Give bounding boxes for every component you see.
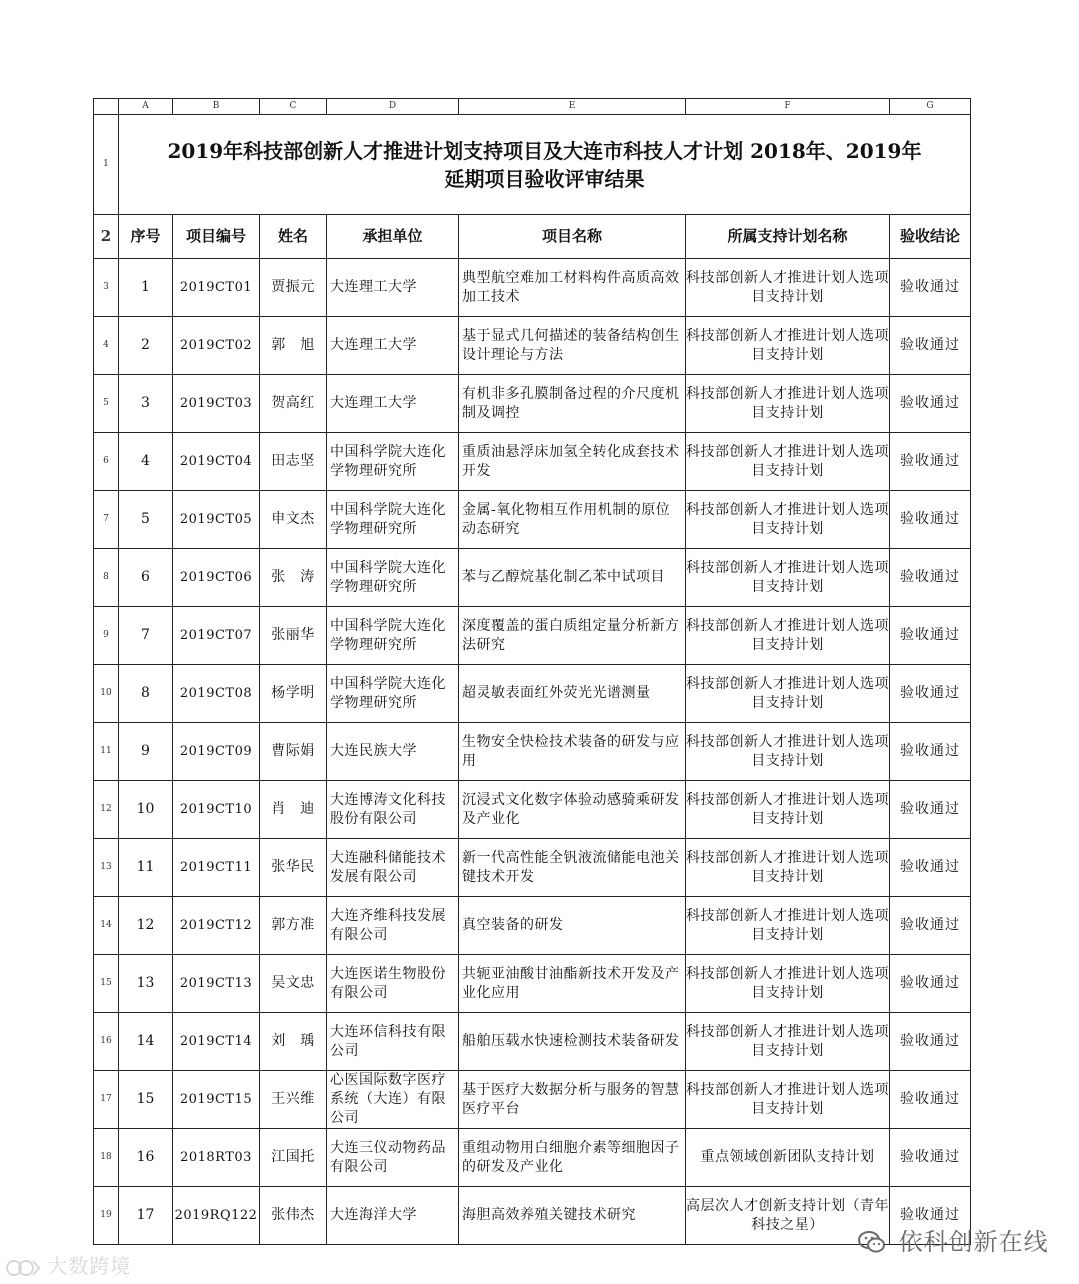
cell-no: 5 [119,491,173,549]
cell-plan: 科技部创新人才推进计划人选项目支持计划 [686,375,890,433]
watermark-left [6,1250,131,1279]
cell-unit: 大连三仪动物药品有限公司 [327,1129,459,1187]
column-letter: C [260,99,327,115]
cell-result: 验收通过 [890,317,971,375]
row-number: 13 [94,839,119,897]
header-project: 项目名称 [459,215,686,259]
logo-icon [6,1257,40,1279]
cell-no: 16 [119,1129,173,1187]
table-row [94,1187,971,1245]
cell-result: 验收通过 [890,375,971,433]
table-row [94,375,971,433]
table-row [94,491,971,549]
table-row [94,317,971,375]
cell-code: 2019CT11 [173,839,260,897]
cell-result: 验收通过 [890,665,971,723]
column-letter: D [327,99,459,115]
cell-result: 验收通过 [890,491,971,549]
row-number: 18 [94,1129,119,1187]
cell-name: 刘 瑀 [260,1013,327,1071]
cell-project: 生物安全快检技术装备的研发与应用 [459,723,686,781]
header-result: 验收结论 [890,215,971,259]
cell-no: 1 [119,259,173,317]
cell-project: 有机非多孔膜制备过程的介尺度机制及调控 [459,375,686,433]
cell-plan: 科技部创新人才推进计划人选项目支持计划 [686,549,890,607]
cell-project: 重质油悬浮床加氢全转化成套技术开发 [459,433,686,491]
row-number: 17 [94,1071,119,1129]
cell-name: 吴文忠 [260,955,327,1013]
cell-code: 2019CT14 [173,1013,260,1071]
title-line-1: 2019年科技部创新人才推进计划支持项目及大连市科技人才计划 2018年、2019年 [167,138,922,163]
table-row [94,549,971,607]
cell-code: 2019CT10 [173,781,260,839]
cell-result: 验收通过 [890,839,971,897]
cell-unit: 大连理工大学 [327,259,459,317]
cell-no: 17 [119,1187,173,1245]
cell-unit: 中国科学院大连化学物理研究所 [327,549,459,607]
cell-name: 贺高红 [260,375,327,433]
cell-code: 2019CT01 [173,259,260,317]
title-line-2: 延期项目验收评审结果 [444,166,645,191]
column-letter: E [459,99,686,115]
cell-name: 江国托 [260,1129,327,1187]
cell-name: 张华民 [260,839,327,897]
table-row [94,955,971,1013]
wechat-icon [858,1230,886,1254]
cell-project: 船舶压载水快速检测技术装备研发 [459,1013,686,1071]
header-plan: 所属支持计划名称 [686,215,890,259]
cell-code: 2019RQ122 [173,1187,260,1245]
cell-unit: 大连融科储能技术发展有限公司 [327,839,459,897]
cell-project: 基于显式几何描述的装备结构创生设计理论与方法 [459,317,686,375]
row-number: 16 [94,1013,119,1071]
table-row [94,1071,971,1129]
cell-project: 超灵敏表面红外荧光光谱测量 [459,665,686,723]
row-number: 7 [94,491,119,549]
row-number: 9 [94,607,119,665]
cell-result: 验收通过 [890,723,971,781]
table-row [94,433,971,491]
table-row [94,665,971,723]
cell-no: 10 [119,781,173,839]
cell-project: 深度覆盖的蛋白质组定量分析新方法研究 [459,607,686,665]
cell-unit: 中国科学院大连化学物理研究所 [327,607,459,665]
cell-name: 张 涛 [260,549,327,607]
cell-result: 验收通过 [890,1071,971,1129]
cell-result: 验收通过 [890,549,971,607]
cell-code: 2019CT04 [173,433,260,491]
cell-plan: 科技部创新人才推进计划人选项目支持计划 [686,781,890,839]
row-number: 1 [94,115,119,215]
cell-name: 田志坚 [260,433,327,491]
cell-name: 郭方准 [260,897,327,955]
cell-project: 真空装备的研发 [459,897,686,955]
page-title [119,115,971,215]
row-number: 10 [94,665,119,723]
table-row [94,259,971,317]
cell-no: 15 [119,1071,173,1129]
cell-unit: 大连齐维科技发展有限公司 [327,897,459,955]
row-number: 19 [94,1187,119,1245]
cell-project: 海胆高效养殖关键技术研究 [459,1187,686,1245]
cell-plan: 科技部创新人才推进计划人选项目支持计划 [686,433,890,491]
cell-code: 2019CT15 [173,1071,260,1129]
cell-name: 张丽华 [260,607,327,665]
cell-name: 杨学明 [260,665,327,723]
column-letter: G [890,99,971,115]
row-number: 11 [94,723,119,781]
table-row [94,897,971,955]
cell-project: 典型航空难加工材料构件高质高效加工技术 [459,259,686,317]
cell-plan: 科技部创新人才推进计划人选项目支持计划 [686,259,890,317]
cell-unit: 大连博涛文化科技股份有限公司 [327,781,459,839]
column-letter: B [173,99,260,115]
corner-cell [94,99,119,115]
cell-project: 新一代高性能全钒液流储能电池关键技术开发 [459,839,686,897]
watermark-left-text: 大数跨境 [47,1254,132,1278]
cell-result: 验收通过 [890,607,971,665]
cell-result: 验收通过 [890,1013,971,1071]
row-number: 6 [94,433,119,491]
cell-plan: 重点领域创新团队支持计划 [686,1129,890,1187]
cell-unit: 大连理工大学 [327,375,459,433]
table-row [94,607,971,665]
cell-result: 验收通过 [890,1187,971,1245]
cell-code: 2019CT12 [173,897,260,955]
results-sheet [93,98,971,1245]
cell-project: 共轭亚油酸甘油酯新技术开发及产业化应用 [459,955,686,1013]
cell-plan: 科技部创新人才推进计划人选项目支持计划 [686,1013,890,1071]
cell-name: 申文杰 [260,491,327,549]
table-row [94,1013,971,1071]
title-row [94,115,971,215]
cell-name: 肖 迪 [260,781,327,839]
cell-plan: 科技部创新人才推进计划人选项目支持计划 [686,723,890,781]
cell-no: 12 [119,897,173,955]
cell-name: 曹际娟 [260,723,327,781]
cell-no: 2 [119,317,173,375]
row-number: 4 [94,317,119,375]
table-row [94,1129,971,1187]
column-letter: F [686,99,890,115]
cell-no: 14 [119,1013,173,1071]
cell-code: 2019CT05 [173,491,260,549]
cell-result: 验收通过 [890,259,971,317]
header-code: 项目编号 [173,215,260,259]
cell-no: 9 [119,723,173,781]
cell-plan: 科技部创新人才推进计划人选项目支持计划 [686,897,890,955]
row-number: 15 [94,955,119,1013]
cell-no: 11 [119,839,173,897]
cell-plan: 科技部创新人才推进计划人选项目支持计划 [686,839,890,897]
cell-result: 验收通过 [890,1129,971,1187]
table-row [94,723,971,781]
cell-unit: 大连理工大学 [327,317,459,375]
cell-unit: 中国科学院大连化学物理研究所 [327,491,459,549]
cell-plan: 科技部创新人才推进计划人选项目支持计划 [686,607,890,665]
cell-project: 沉浸式文化数字体验动感骑乘研发及产业化 [459,781,686,839]
cell-result: 验收通过 [890,955,971,1013]
cell-unit: 中国科学院大连化学物理研究所 [327,433,459,491]
cell-name: 王兴维 [260,1071,327,1129]
cell-code: 2019CT02 [173,317,260,375]
table-row [94,839,971,897]
header-no: 序号 [119,215,173,259]
row-number: 5 [94,375,119,433]
cell-code: 2019CT06 [173,549,260,607]
cell-result: 验收通过 [890,897,971,955]
cell-code: 2019CT07 [173,607,260,665]
cell-no: 8 [119,665,173,723]
cell-unit: 大连海洋大学 [327,1187,459,1245]
cell-code: 2018RT03 [173,1129,260,1187]
cell-result: 验收通过 [890,781,971,839]
row-number: 8 [94,549,119,607]
cell-name: 张伟杰 [260,1187,327,1245]
cell-code: 2019CT03 [173,375,260,433]
cell-no: 3 [119,375,173,433]
cell-project: 苯与乙醇烷基化制乙苯中试项目 [459,549,686,607]
watermark-right [858,1222,1049,1257]
row-number: 12 [94,781,119,839]
watermark-right-text: 依科创新在线 [898,1228,1049,1256]
cell-result: 验收通过 [890,433,971,491]
cell-plan: 科技部创新人才推进计划人选项目支持计划 [686,665,890,723]
row-number: 2 [94,215,119,259]
cell-code: 2019CT09 [173,723,260,781]
cell-unit: 心医国际数字医疗系统（大连）有限公司 [327,1071,459,1129]
header-name: 姓名 [260,215,327,259]
cell-plan: 科技部创新人才推进计划人选项目支持计划 [686,1071,890,1129]
cell-project: 基于医疗大数据分析与服务的智慧医疗平台 [459,1071,686,1129]
header-unit: 承担单位 [327,215,459,259]
cell-project: 金属-氧化物相互作用机制的原位动态研究 [459,491,686,549]
cell-name: 郭 旭 [260,317,327,375]
cell-plan: 科技部创新人才推进计划人选项目支持计划 [686,955,890,1013]
cell-project: 重组动物用白细胞介素等细胞因子的研发及产业化 [459,1129,686,1187]
row-number: 3 [94,259,119,317]
cell-unit: 大连民族大学 [327,723,459,781]
cell-plan: 科技部创新人才推进计划人选项目支持计划 [686,317,890,375]
row-number: 14 [94,897,119,955]
cell-unit: 大连医诺生物股份有限公司 [327,955,459,1013]
cell-no: 6 [119,549,173,607]
cell-no: 13 [119,955,173,1013]
cell-code: 2019CT08 [173,665,260,723]
table-row [94,781,971,839]
cell-plan: 高层次人才创新支持计划（青年科技之星） [686,1187,890,1245]
cell-unit: 中国科学院大连化学物理研究所 [327,665,459,723]
cell-plan: 科技部创新人才推进计划人选项目支持计划 [686,491,890,549]
cell-no: 7 [119,607,173,665]
header-row [94,215,971,259]
column-letter-row [94,99,971,115]
cell-code: 2019CT13 [173,955,260,1013]
cell-no: 4 [119,433,173,491]
column-letter: A [119,99,173,115]
cell-unit: 大连环信科技有限公司 [327,1013,459,1071]
cell-name: 贾振元 [260,259,327,317]
